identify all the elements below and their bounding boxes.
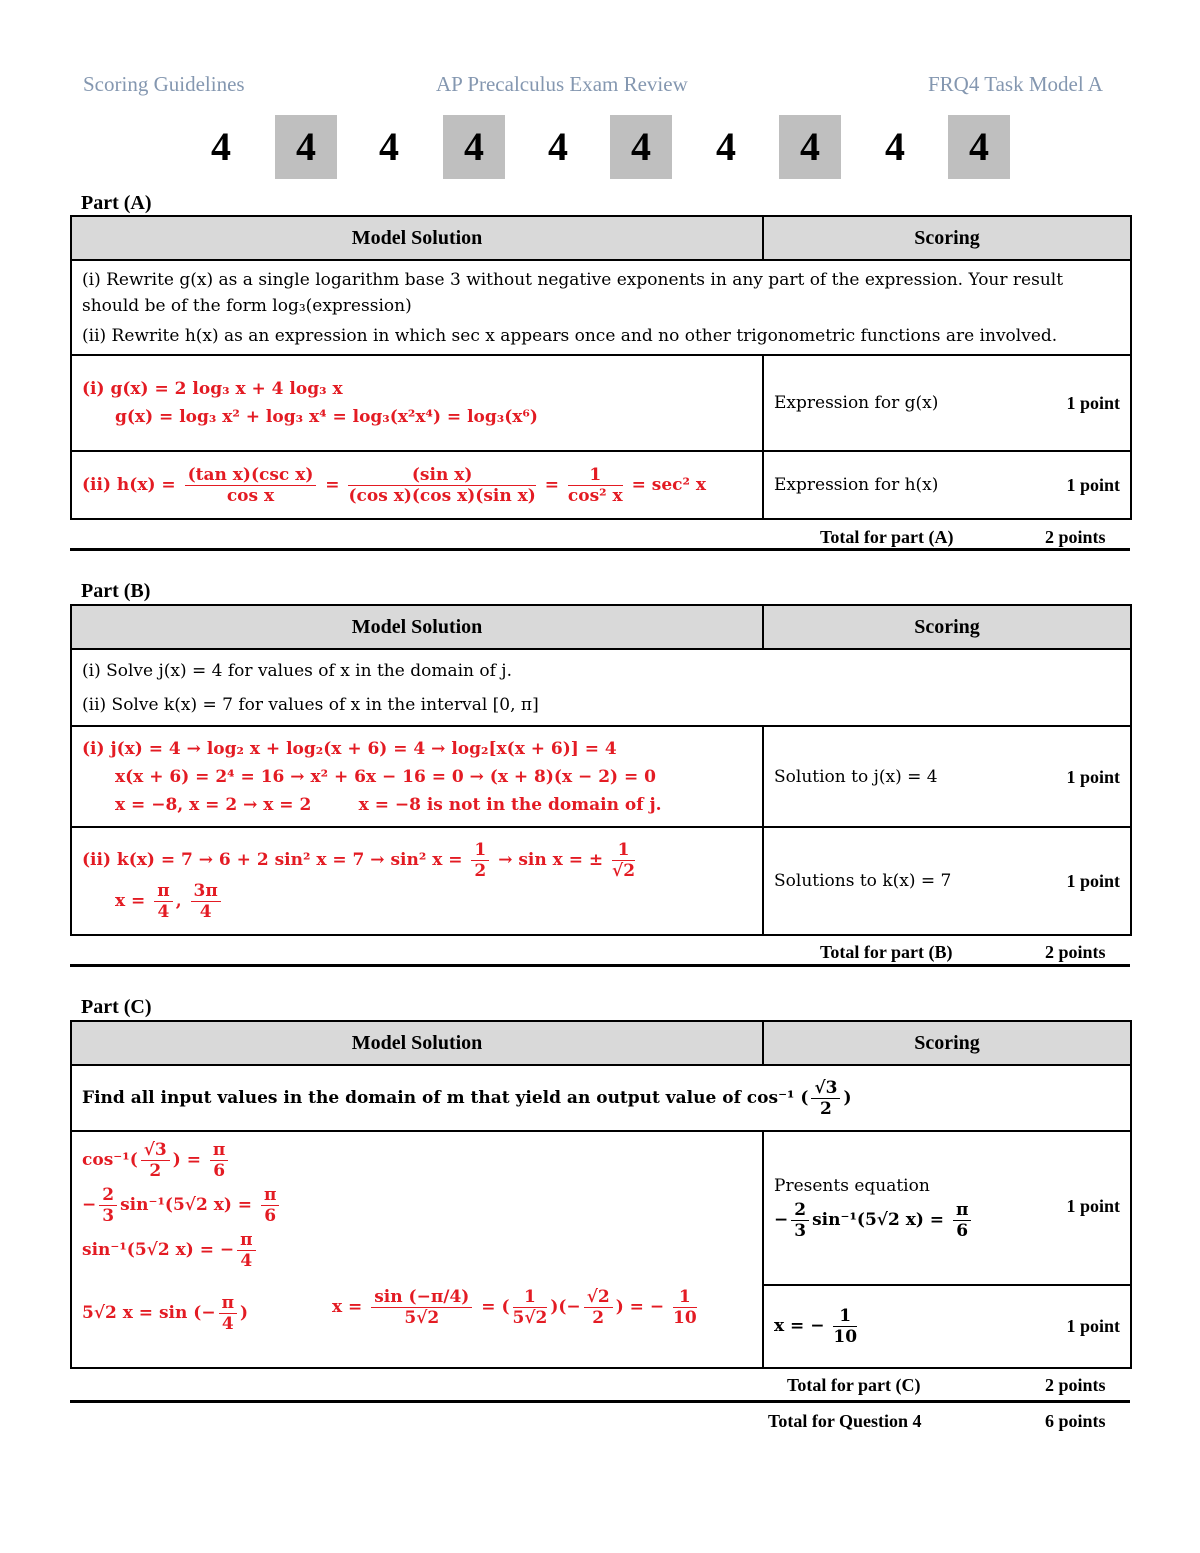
numerator: √2 [584, 1287, 613, 1308]
score-points: 1 point [1066, 766, 1120, 787]
digit: 4 [379, 124, 399, 169]
score-points: 1 point [1066, 393, 1120, 413]
denominator: 3 [794, 1220, 807, 1241]
solution-text: = sec² x [631, 474, 707, 495]
fraction [833, 1306, 857, 1347]
numerator: √3 [811, 1078, 840, 1099]
solution-text: sin⁻¹(5√2 x) = − [82, 1240, 235, 1260]
part-a-total-points: 2 points [1045, 527, 1106, 547]
numerator: 1 [513, 1287, 548, 1308]
digit: 4 [716, 124, 736, 169]
part-c-total-label: Total for part (C) [787, 1375, 921, 1395]
fraction [612, 840, 635, 881]
digit-shaded: 4 [948, 115, 1010, 179]
fraction [348, 465, 535, 506]
col-header-solution: Model Solution [71, 216, 763, 260]
col-header-scoring: Scoring [763, 605, 1131, 649]
numerator: 3π [191, 881, 221, 902]
fraction [673, 1287, 697, 1328]
question-total-label: Total for Question 4 [768, 1411, 922, 1431]
fraction [185, 465, 317, 506]
part-a-solution-ii: (ii) h(x) = $\frac{\text{(tan x)(csc x)}}{\text{cos x}}$ = $\frac{\text{(sin x)}}{\text{(cos x)(cos x)(sin x)}}$ = $\frac{1}{\text{cos² x}}$ = sec² x [71, 451, 763, 519]
solution-text: cos⁻¹ [82, 1150, 130, 1170]
part-b-table [70, 604, 1132, 936]
fraction [371, 1287, 472, 1328]
solution-text: (ii) k(x) = 7 → 6 + 2 sin² x = 7 → sin² x = [82, 850, 463, 870]
fraction [191, 881, 221, 922]
score-points: 1 point [1066, 1196, 1120, 1216]
digit: 4 [211, 124, 231, 169]
denominator: 2 [592, 1308, 605, 1328]
part-c-score-2 [763, 1285, 1131, 1368]
numerator: (tan x)(csc x) [185, 465, 317, 486]
solution-text: = − [629, 1297, 665, 1317]
digit: 4 [548, 124, 568, 169]
denominator: 4 [221, 1314, 234, 1334]
fraction [791, 1200, 809, 1241]
denominator: 6 [213, 1161, 226, 1181]
solution-line: x = −8, x = 2 → x = 2 x = −8 is not in the domain of j. [115, 794, 662, 815]
score-criterion: Expression for g(x) [774, 393, 939, 413]
part-b-solution-ii: (ii) k(x) = 7 → 6 + 2 sin² x = 7 → sin² x = $\frac{1}{2}$ → sin x = ± $\frac{1}{√2}$ x = $\frac{\pi}{4}$ , $\frac{3\pi}{4}$ [71, 827, 763, 935]
solution-text: − [82, 1195, 97, 1215]
header-right: FRQ4 Task Model A [928, 72, 1103, 96]
numerator: 1 [471, 840, 489, 861]
fraction [568, 465, 623, 506]
numerator: 1 [833, 1306, 857, 1327]
denominator: cos² x [567, 485, 623, 506]
part-c-label: Part (C) [81, 996, 152, 1018]
score-criterion: Expression for h(x) [774, 475, 939, 495]
part-c-prompt: Find all input values in the domain of m that yield an output value of cos⁻¹ ( $\frac{√3}{2}$ ) [71, 1065, 1131, 1131]
part-a-prompt-ii: (ii) Rewrite h(x) as an expression in which sec x appears once and no other trigonometric functions are involved. [82, 325, 1058, 346]
score-criterion: Solution to j(x) = 4 [774, 766, 938, 787]
part-a-table [70, 215, 1132, 520]
denominator: 6 [264, 1206, 277, 1226]
denominator: √2 [612, 861, 636, 881]
numerator: 1 [673, 1287, 697, 1308]
solution-text: → sin x = ± [498, 850, 604, 870]
divider [70, 964, 1130, 967]
part-a-prompt-i: (i) Rewrite g(x) as a single logarithm base 3 without negative exponents in any part of the expression. Your result should be of the form log₃(expression) [82, 269, 1064, 316]
denominator: cos x [226, 485, 275, 506]
part-b-label: Part (B) [81, 580, 151, 602]
denominator: 2 [820, 1098, 832, 1119]
numerator: 1 [568, 465, 623, 486]
numerator: 1 [612, 840, 635, 861]
score-criterion: Presents equation [774, 1175, 930, 1196]
numerator: π [154, 881, 172, 902]
solution-line: g(x) = log₃ x² + log₃ x⁴ = log₃(x²x⁴) = log₃(x⁶) [115, 407, 538, 427]
numerator: sin (−π/4) [371, 1287, 472, 1308]
fraction [210, 1140, 228, 1181]
header-center: AP Precalculus Exam Review [436, 72, 688, 96]
solution-text: 5√2 x = sin (− [82, 1303, 216, 1323]
part-c-score-1 [763, 1131, 1131, 1285]
digit: 4 [885, 124, 905, 169]
score-text: x = − [774, 1316, 825, 1336]
solution-text: x = [115, 891, 146, 911]
denominator: 4 [240, 1251, 253, 1271]
fraction [811, 1078, 840, 1119]
numerator: 2 [791, 1200, 809, 1221]
denominator: 5√2 [512, 1308, 548, 1328]
score-text: sin⁻¹(5√2 x) = [812, 1209, 945, 1230]
denominator: 2 [474, 861, 487, 881]
divider [70, 1400, 1130, 1403]
denominator: 6 [956, 1220, 969, 1241]
part-a-prompt [71, 260, 1131, 355]
numerator: π [261, 1185, 279, 1206]
digit-shaded: 4 [779, 115, 841, 179]
numerator: π [219, 1293, 237, 1314]
part-b-score-ii [763, 827, 1131, 935]
numerator: π [953, 1200, 971, 1221]
part-b-score-i [763, 726, 1131, 827]
solution-line: (i) j(x) = 4 → log₂ x + log₂(x + 6) = 4 → log₂[x(x + 6)] = 4 [82, 738, 617, 759]
score-points: 1 point [1066, 1316, 1120, 1336]
part-b-total-points: 2 points [1045, 942, 1106, 962]
part-b-prompt [71, 649, 1131, 726]
solution-line: (i) g(x) = 2 log₃ x + 4 log₃ x [82, 379, 343, 399]
numerator: π [210, 1140, 228, 1161]
numerator: π [237, 1230, 255, 1251]
solution-text: = [186, 1150, 201, 1170]
solution-text: = [481, 1297, 496, 1317]
col-header-scoring: Scoring [763, 216, 1131, 260]
numerator: (sin x) [348, 465, 535, 486]
part-c-solution: cos⁻¹( $\frac{√3}{2}$ ) = $\frac{\pi}{6}$ − $\frac{2}{3}$ sin⁻¹(5√2 x) = $\frac{\pi}{6}$ sin⁻¹(5√2 x) = − $\frac{\pi}{4}$ 5√2 x = sin (− $\frac{\pi}{4}$ ) x = $\frac{\sin (-\pi/4)}{5√2}$ = ( $\frac{1}{5√2}$ )(− $\frac{√2}{2}$ ) = − $\frac{1}{10}$ [71, 1131, 763, 1368]
numerator: √3 [141, 1140, 170, 1161]
part-c-table [70, 1020, 1132, 1369]
fraction [471, 840, 489, 881]
score-points: 1 point [1066, 871, 1120, 891]
fraction [261, 1185, 279, 1226]
denominator: 10 [833, 1327, 858, 1347]
header-left: Scoring Guidelines [83, 72, 245, 96]
denominator: 4 [199, 902, 212, 922]
col-header-solution: Model Solution [71, 605, 763, 649]
digit-shaded: 4 [610, 115, 672, 179]
part-a-label: Part (A) [81, 192, 152, 214]
denominator: 5√2 [404, 1308, 440, 1328]
solution-line: x(x + 6) = 2⁴ = 16 → x² + 6x − 16 = 0 → (x + 8)(x − 2) = 0 [115, 766, 656, 787]
score-criterion: Solutions to k(x) = 7 [774, 871, 952, 891]
solution-text: ) [240, 1303, 249, 1323]
part-b-solution-i [71, 726, 763, 827]
digit-row [190, 115, 1020, 179]
digit-shaded: 4 [443, 115, 505, 179]
fraction [154, 881, 172, 922]
question-total-points: 6 points [1045, 1411, 1106, 1431]
denominator: 10 [673, 1308, 697, 1328]
solution-text: (ii) h(x) = [82, 474, 176, 495]
score-points: 1 point [1066, 475, 1120, 495]
part-b-prompt-i: (i) Solve j(x) = 4 for values of x in the domain of j. [82, 660, 512, 681]
part-a-total-label: Total for part (A) [820, 527, 954, 547]
col-header-solution: Model Solution [71, 1021, 763, 1065]
fraction [513, 1287, 548, 1328]
digit-shaded: 4 [275, 115, 337, 179]
denominator: 2 [149, 1161, 162, 1181]
fraction [219, 1293, 237, 1334]
fraction [141, 1140, 170, 1181]
denominator: 4 [157, 902, 170, 922]
part-b-total-label: Total for part (B) [820, 942, 953, 962]
fraction [99, 1185, 117, 1226]
denominator: (cos x)(cos x)(sin x) [348, 485, 536, 506]
score-text: − [774, 1209, 789, 1230]
denominator: 3 [102, 1206, 115, 1226]
numerator: 2 [99, 1185, 117, 1206]
fraction [953, 1200, 971, 1241]
divider [70, 548, 1130, 551]
prompt-text: Find all input values in the domain of m that yield an output value of cos⁻¹ [82, 1087, 795, 1108]
fraction [237, 1230, 255, 1271]
part-a-score-ii [763, 451, 1131, 519]
part-b-prompt-ii: (ii) Solve k(x) = 7 for values of x in the interval [0, π] [82, 694, 539, 715]
col-header-scoring: Scoring [763, 1021, 1131, 1065]
solution-text: x = [332, 1297, 363, 1317]
part-a-solution-i [71, 355, 763, 451]
solution-text: sin⁻¹(5√2 x) = [120, 1195, 253, 1215]
part-c-total-points: 2 points [1045, 1375, 1106, 1395]
fraction [584, 1287, 613, 1328]
part-a-score-i [763, 355, 1131, 451]
